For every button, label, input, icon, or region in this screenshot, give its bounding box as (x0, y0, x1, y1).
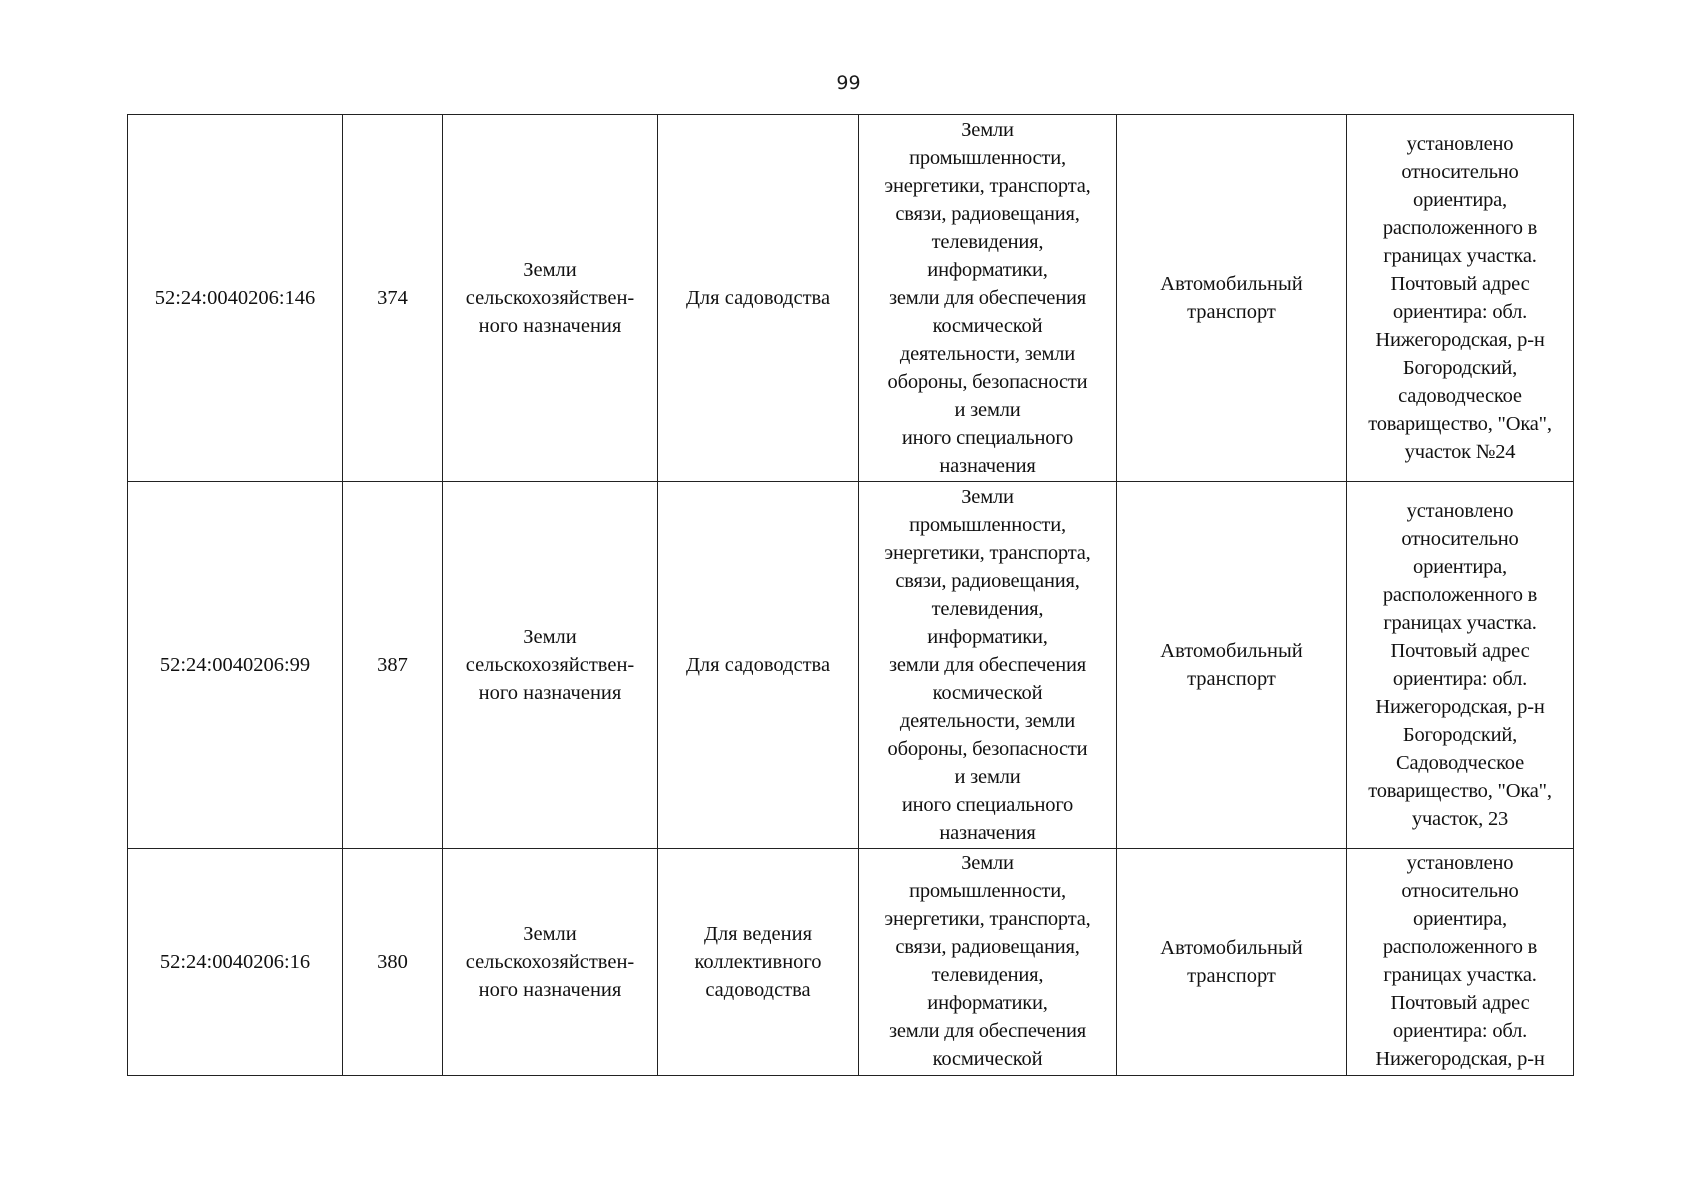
land-plots-table (127, 114, 1574, 1076)
adjacent-lands-text: Земли промышленности, энергетики, транспорта, связи, радиовещания, телевидения, информатики, земли для обеспечения космической (884, 852, 1091, 1070)
transport-cell: Автомобильный транспорт (1117, 115, 1347, 482)
page-number: 99 (836, 72, 861, 94)
area-cell: 374 (343, 115, 443, 482)
permitted-use-cell: Для садоводства (658, 482, 859, 849)
cadastral-number-cell: 52:24:0040206:146 (128, 115, 343, 482)
adjacent-lands-cell (859, 849, 1117, 1076)
permitted-use-cell: Для садоводства (658, 115, 859, 482)
table-row (128, 115, 1574, 482)
adjacent-lands-cell: Земли промышленности, энергетики, транспорта, связи, радиовещания, телевидения, информатики, земли для обеспечения космической деятельности, земли обороны, безопасности и земли иного специального назначения (859, 482, 1117, 849)
address-cell (1347, 849, 1574, 1076)
permitted-use-cell: Для ведения коллективного садоводства (658, 849, 859, 1076)
adjacent-lands-cell: Земли промышленности, энергетики, транспорта, связи, радиовещания, телевидения, информатики, земли для обеспечения космической деятельности, земли обороны, безопасности и земли иного специального назначения (859, 115, 1117, 482)
area-cell: 387 (343, 482, 443, 849)
land-category-cell: Земли сельскохозяйствен- ного назначения (443, 849, 658, 1076)
table-row (128, 849, 1574, 1076)
land-category-cell: Земли сельскохозяйствен- ного назначения (443, 115, 658, 482)
cadastral-number-cell: 52:24:0040206:16 (128, 849, 343, 1076)
cadastral-number-cell: 52:24:0040206:99 (128, 482, 343, 849)
transport-cell: Автомобильный транспорт (1117, 849, 1347, 1076)
table-row (128, 482, 1574, 849)
address-cell: установлено относительно ориентира, расположенного в границах участка. Почтовый адрес ориентира: обл. Нижегородская, р-н Богородский, Садоводческое товарищество, "Ока", участок, 23 (1347, 482, 1574, 849)
area-cell: 380 (343, 849, 443, 1076)
address-cell: установлено относительно ориентира, расположенного в границах участка. Почтовый адрес ориентира: обл. Нижегородская, р-н Богородский, садоводческое товарищество, "Ока", участок №24 (1347, 115, 1574, 482)
address-text: установлено относительно ориентира, расположенного в границах участка. Почтовый адрес ориентира: обл. Нижегородская, р-н (1375, 852, 1545, 1070)
transport-cell: Автомобильный транспорт (1117, 482, 1347, 849)
land-category-cell: Земли сельскохозяйствен- ного назначения (443, 482, 658, 849)
